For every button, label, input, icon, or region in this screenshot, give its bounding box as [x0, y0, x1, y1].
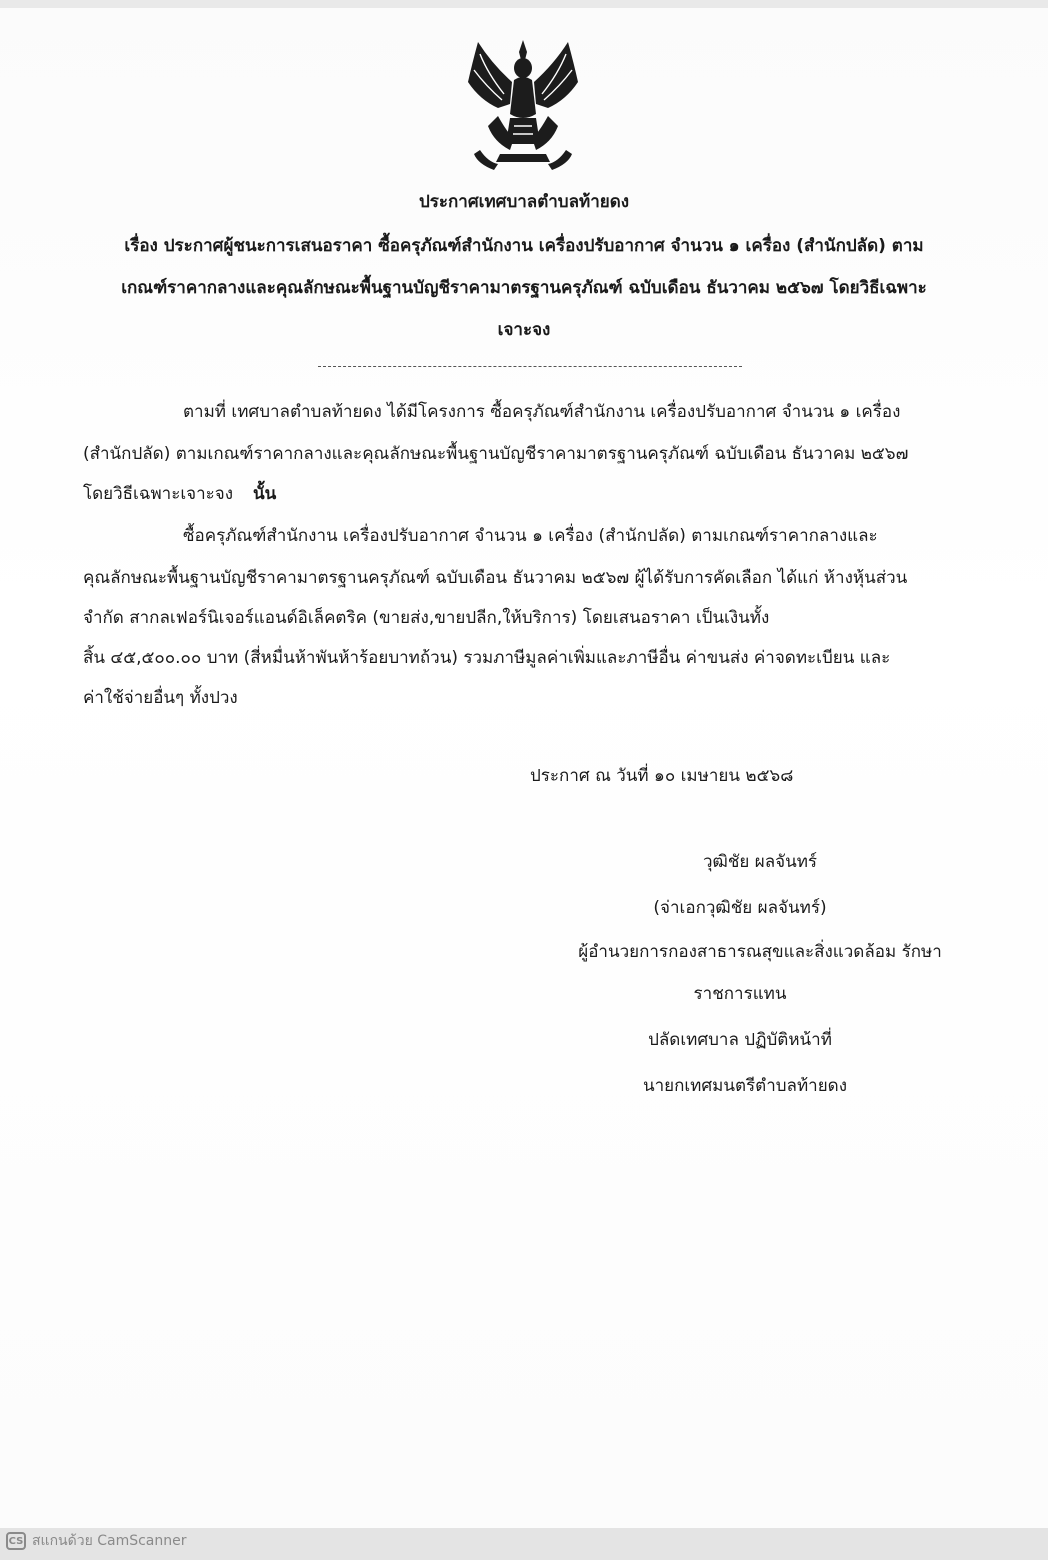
paragraph2-line-4: สิ้น ๔๕,๕๐๐.๐๐ บาท (สี่หมื่นห้าพันห้าร้อยบาทถ้วน) รวมภาษีมูลค่าเพิ่มและภาษีอื่น ค่าขนส่ง ค่าจดทะเบียน และ [83, 648, 891, 668]
position-line-4: นายกเทศมนตรีตำบลท้ายดง [642, 1076, 848, 1096]
document-title: ประกาศเทศบาลตำบลท้ายดง [418, 192, 630, 212]
printed-name: (จ่าเอกวุฒิชัย ผลจันทร์) [653, 898, 827, 918]
subject-line-2: เกณฑ์ราคากลางและคุณลักษณะพื้นฐานบัญชีราคามาตรฐานครุภัณฑ์ ฉบับเดือน ธันวาคม ๒๕๖๗ โดยวิธีเฉพาะ [121, 278, 927, 298]
paragraph2-line-3: จำกัด สากลเฟอร์นิเจอร์แอนด์อิเล็คตริค (ขายส่ง,ขายปลีก,ให้บริการ) โดยเสนอราคา เป็นเงินทั้ง [83, 608, 770, 628]
camscanner-logo-icon: CS [6, 1532, 26, 1550]
signed-name: วุฒิชัย ผลจันทร์ [702, 852, 818, 872]
paragraph1-line-1: ตามที่ เทศบาลตำบลท้ายดง ได้มีโครงการ ซื้อครุภัณฑ์สำนักงาน เครื่องปรับอากาศ จำนวน ๑ เครื่อง [183, 402, 901, 422]
paragraph1-line-2: (สำนักปลัด) ตามเกณฑ์ราคากลางและคุณลักษณะพื้นฐานบัญชีราคามาตรฐานครุภัณฑ์ ฉบับเดือน ธันวาคม ๒๕๖๗ [83, 444, 909, 464]
garuda-emblem [458, 34, 588, 174]
paragraph2-line-5: ค่าใช้จ่ายอื่นๆ ทั้งปวง [83, 688, 238, 708]
position-line-3: ปลัดเทศบาล ปฏิบัติหน้าที่ [648, 1030, 832, 1050]
paragraph1-line-4: นั้น [253, 484, 277, 504]
paragraph1-line-3: โดยวิธีเฉพาะเจาะจง [83, 484, 234, 504]
paragraph2-line-1: ซื้อครุภัณฑ์สำนักงาน เครื่องปรับอากาศ จำนวน ๑ เครื่อง (สำนักปลัด) ตามเกณฑ์ราคากลางและ [183, 526, 878, 546]
paragraph2-line-2: คุณลักษณะพื้นฐานบัญชีราคามาตรฐานครุภัณฑ์ ฉบับเดือน ธันวาคม ๒๕๖๗ ผู้ได้รับการคัดเลือก ได้แก่ ห้างหุ้นส่วน [83, 568, 908, 588]
position-line-1: ผู้อำนวยการกองสาธารณสุขและสิ่งแวดล้อม รักษา [578, 942, 942, 962]
scan-top-edge [0, 0, 1048, 8]
subject-line-3: เจาะจง [497, 320, 551, 340]
camscanner-watermark [6, 1531, 187, 1551]
subject-line-1: เรื่อง ประกาศผู้ชนะการเสนอราคา ซื้อครุภัณฑ์สำนักงาน เครื่องปรับอากาศ จำนวน ๑ เครื่อง (สำนักปลัด) ตาม [124, 236, 924, 256]
divider-line [318, 366, 742, 367]
announcement-date: ประกาศ ณ วันที่ ๑๐ เมษายน ๒๕๖๘ [530, 766, 794, 786]
position-line-2: ราชการแทน [693, 984, 787, 1004]
camscanner-text: สแกนด้วย CamScanner [32, 1533, 187, 1549]
